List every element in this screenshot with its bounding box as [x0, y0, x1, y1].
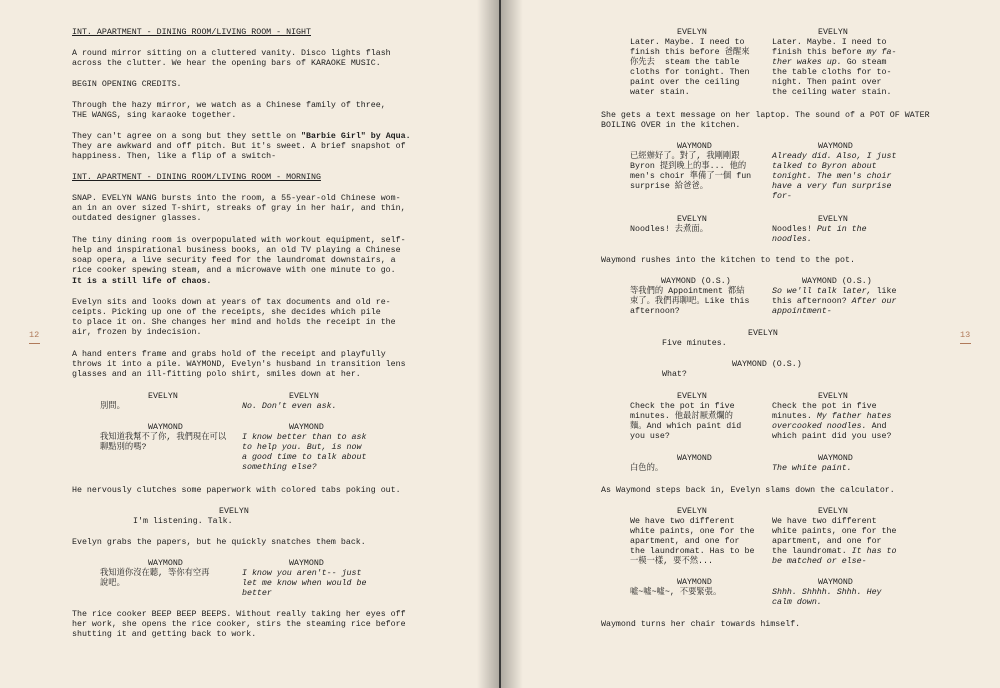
character-name: WAYMOND [818, 454, 853, 463]
action-line: THE WANGS, sing karaoke together. [72, 111, 237, 120]
dialogue-chinese: 聊點別的嗎? [100, 443, 147, 452]
dialogue-text: Noodles! [772, 225, 817, 234]
dialogue-chinese: Check the pot in five [630, 402, 735, 411]
dialogue-english: noodles. [772, 235, 812, 244]
action-line: soap opera, a live security feed for the laundromat downstairs, a [72, 256, 396, 265]
character-name: EVELYN [818, 28, 848, 37]
dialogue-english: The white paint. [772, 464, 852, 473]
action-line [72, 132, 411, 142]
action-line: They are awkward and off pitch. But it's sweet. A brief snapshot of [72, 142, 406, 151]
dialogue-english: talked to Byron about [772, 162, 877, 171]
action-line: shutting it and getting back to work. [72, 630, 257, 639]
action-line: BOILING OVER in the kitchen. [601, 121, 741, 130]
dialogue-chinese: 別問。 [100, 402, 125, 411]
dialogue-english: which paint did you use? [772, 432, 892, 441]
action-line-bold: It is a still life of chaos. [72, 277, 212, 286]
page-number-tick [960, 343, 971, 344]
dialogue-chinese: men's choir 準備了一個 fun [630, 172, 752, 181]
character-name: EVELYN [677, 28, 707, 37]
action-line: He nervously clutches some paperwork with colored tabs poking out. [72, 486, 401, 495]
dialogue-chinese: 你先去 steam the table [630, 58, 740, 67]
action-line: Waymond turns her chair towards himself. [601, 620, 801, 629]
dialogue-english: night. Then paint over [772, 78, 882, 87]
dialogue-english: Already did. Also, I just [772, 152, 897, 161]
character-name: EVELYN [748, 329, 778, 338]
character-name: EVELYN [818, 215, 848, 224]
character-name: WAYMOND [289, 423, 324, 432]
dialogue-chinese: cloths for tonight. Then [630, 68, 750, 77]
action-line: A round mirror sitting on a cluttered vanity. Disco lights flash [72, 49, 391, 58]
dialogue-chinese: 束了。我們再聊吧。Like this [630, 297, 750, 306]
dialogue-chinese: 白色的。 [630, 464, 664, 473]
dialogue-english [772, 58, 887, 68]
dialogue-english: I know better than to ask [242, 433, 367, 442]
dialogue-english: calm down. [772, 598, 822, 607]
action-line: to place it on. She changes her mind and holds the receipt in the [72, 318, 396, 327]
dialogue-line: What? [662, 370, 687, 379]
action-line: glasses and an ill-fitting polo shirt, smiles down at her. [72, 370, 361, 379]
dialogue-chinese: 噓~噓~噓~, 不要緊張。 [630, 588, 722, 597]
dialogue-chinese: the laundromat. Has to be [630, 547, 755, 556]
character-name: EVELYN [818, 392, 848, 401]
character-name: EVELYN [677, 507, 707, 516]
dialogue-text: minutes. [772, 412, 817, 421]
action-line: across the clutter. We hear the opening bars of KARAOKE MUSIC. [72, 59, 381, 68]
song-title: "Barbie Girl" by Aqua. [301, 132, 411, 141]
character-name: EVELYN [219, 507, 249, 516]
character-name: WAYMOND [818, 142, 853, 151]
action-line: BEGIN OPENING CREDITS. [72, 80, 182, 89]
scene-heading: INT. APARTMENT - DINING ROOM/LIVING ROOM - NIGHT [72, 28, 311, 37]
dialogue-chinese: Noodles! 去煮面。 [630, 225, 708, 234]
left-page [0, 0, 499, 688]
dialogue-english: be matched or else- [772, 557, 867, 566]
dialogue-text-italic: Put in the [816, 225, 867, 234]
dialogue-english: have a very fun surprise [772, 182, 892, 191]
dialogue-text: finish this before [772, 48, 867, 57]
dialogue-english: something else? [242, 463, 317, 472]
dialogue-english: white paints, one for the [772, 527, 897, 536]
dialogue-chinese: Byron 提到晚上的事... 他的 [630, 162, 747, 171]
action-line: The tiny dining room is overpopulated with workout equipment, self- [72, 236, 406, 245]
dialogue-english [772, 412, 892, 422]
dialogue-english: the table cloths for to- [772, 68, 892, 77]
dialogue-text-italic: So we'll talk later, [772, 287, 872, 296]
dialogue-english: Later. Maybe. I need to [772, 38, 887, 47]
dialogue-english [772, 297, 896, 307]
dialogue-chinese: minutes. 他最討厭煮爛的 [630, 412, 733, 421]
action-line: The rice cooker BEEP BEEP BEEPS. Without really taking her eyes off [72, 610, 406, 619]
action-line: rice cooker spewing steam, and a microwave with one minute to go. [72, 266, 396, 275]
dialogue-chinese: 等我們的 Appointment 都結 [630, 287, 745, 296]
character-name: EVELYN [818, 507, 848, 516]
dialogue-text-italic: overcooked noodles. [772, 422, 867, 431]
dialogue-line: Five minutes. [662, 339, 727, 348]
page-number: 12 [29, 330, 40, 340]
dialogue-english [772, 422, 887, 432]
page-number-tick [29, 343, 40, 344]
right-page [501, 0, 1000, 688]
dialogue-chinese: 麵。And which paint did [630, 422, 742, 431]
dialogue-chinese: finish this before 爸醒來 [630, 48, 750, 57]
dialogue-text: And [866, 422, 887, 431]
dialogue-text-italic: my fa- [866, 48, 897, 57]
action-line: She gets a text message on her laptop. The sound of a POT OF WATER [601, 111, 930, 120]
character-name: WAYMOND [677, 142, 712, 151]
dialogue-chinese: apartment, and one for [630, 537, 740, 546]
dialogue-chinese: Later. Maybe. I need to [630, 38, 745, 47]
dialogue-text-italic: My father hates [816, 412, 892, 421]
page-number: 13 [960, 330, 971, 340]
action-line: SNAP. EVELYN WANG bursts into the room, a 55-year-old Chinese wom- [72, 194, 401, 203]
dialogue-english: let me know when would be [242, 579, 367, 588]
dialogue-english [772, 225, 867, 235]
dialogue-chinese: We have two different [630, 517, 735, 526]
dialogue-chinese: you use? [630, 432, 670, 441]
dialogue-chinese: paint over the ceiling [630, 78, 740, 87]
action-line: her work, she opens the rice cooker, stirs the steaming rice before [72, 620, 406, 629]
character-name: EVELYN [148, 392, 178, 401]
character-name: WAYMOND (O.S.) [661, 277, 731, 286]
dialogue-english: a good time to talk about [242, 453, 367, 462]
dialogue-line: I'm listening. Talk. [133, 517, 233, 526]
dialogue-english: for- [772, 192, 792, 201]
dialogue-chinese: water stain. [630, 88, 690, 97]
scene-heading: INT. APARTMENT - DINING ROOM/LIVING ROOM - MORNING [72, 173, 321, 182]
dialogue-chinese: 已經辦好了。對了, 我剛剛跟 [630, 152, 740, 161]
dialogue-english: to help you. But, is now [242, 443, 362, 452]
book-gutter-shadow [477, 0, 499, 688]
action-line: help and inspirational business books, an old TV playing a Chinese [72, 246, 401, 255]
action-line: ceipts. Picking up one of the receipts, she decides which pile [72, 308, 381, 317]
character-name: EVELYN [677, 392, 707, 401]
action-line: happiness. Then, like a flip of a switch- [72, 152, 277, 161]
action-line: Evelyn sits and looks down at years of tax documents and old re- [72, 298, 391, 307]
action-line: throws it into a pile. WAYMOND, Evelyn's husband in transition lens [72, 360, 406, 369]
dialogue-english: No. Don't even ask. [242, 402, 337, 411]
character-name: WAYMOND (O.S.) [802, 277, 872, 286]
dialogue-english: Shhh. Shhhh. Shhh. Hey [772, 588, 882, 597]
dialogue-chinese: 一模一樣, 要不然... [630, 557, 713, 566]
dialogue-chinese: surprise 給爸爸。 [630, 182, 708, 191]
character-name: WAYMOND [289, 559, 324, 568]
dialogue-english: Check the pot in five [772, 402, 877, 411]
character-name: WAYMOND (O.S.) [732, 360, 802, 369]
dialogue-text: this afternoon? [772, 297, 847, 306]
dialogue-text-italic: After our [846, 297, 897, 306]
dialogue-chinese: 說吧。 [100, 579, 125, 588]
action-line: air, frozen by indecision. [72, 328, 202, 337]
character-name: WAYMOND [818, 578, 853, 587]
dialogue-text: Go steam [841, 58, 887, 67]
character-name: WAYMOND [148, 559, 183, 568]
action-line: Evelyn grabs the papers, but he quickly snatches them back. [72, 538, 366, 547]
character-name: EVELYN [677, 215, 707, 224]
character-name: WAYMOND [677, 578, 712, 587]
character-name: EVELYN [289, 392, 319, 401]
dialogue-english: I know you aren't-- just [242, 569, 362, 578]
dialogue-english [772, 287, 897, 297]
dialogue-english: the ceiling water stain. [772, 88, 892, 97]
book-gutter-shadow [501, 0, 523, 688]
dialogue-english: apartment, and one for [772, 537, 882, 546]
dialogue-chinese: 我知道你沒在聽, 等你有空再 [100, 569, 210, 578]
dialogue-english: appointment- [772, 307, 832, 316]
dialogue-english: We have two different [772, 517, 877, 526]
action-text: They can't agree on a song but they settle on [72, 132, 302, 141]
dialogue-text-italic: It has to [851, 547, 897, 556]
dialogue-chinese: afternoon? [630, 307, 680, 316]
dialogue-english: tonight. The men's choir [772, 172, 892, 181]
action-line: As Waymond steps back in, Evelyn slams down the calculator. [601, 486, 895, 495]
dialogue-english [772, 547, 896, 557]
action-line: an in an over sized T-shirt, streaks of gray in her hair, and thin, [72, 204, 406, 213]
action-line: A hand enters frame and grabs hold of the receipt and playfully [72, 350, 386, 359]
action-line: Through the hazy mirror, we watch as a Chinese family of three, [72, 101, 386, 110]
dialogue-english [772, 48, 896, 58]
dialogue-text: like [871, 287, 897, 296]
dialogue-text: the laundromat. [772, 547, 852, 556]
action-line: Waymond rushes into the kitchen to tend to the pot. [601, 256, 855, 265]
character-name: WAYMOND [677, 454, 712, 463]
dialogue-english: better [242, 589, 272, 598]
dialogue-chinese: white paints, one for the [630, 527, 755, 536]
dialogue-chinese: 我知道我幫不了你, 我們現在可以 [100, 433, 227, 442]
character-name: WAYMOND [148, 423, 183, 432]
action-line: outdated designer glasses. [72, 214, 202, 223]
dialogue-text-italic: ther wakes up. [772, 58, 842, 67]
